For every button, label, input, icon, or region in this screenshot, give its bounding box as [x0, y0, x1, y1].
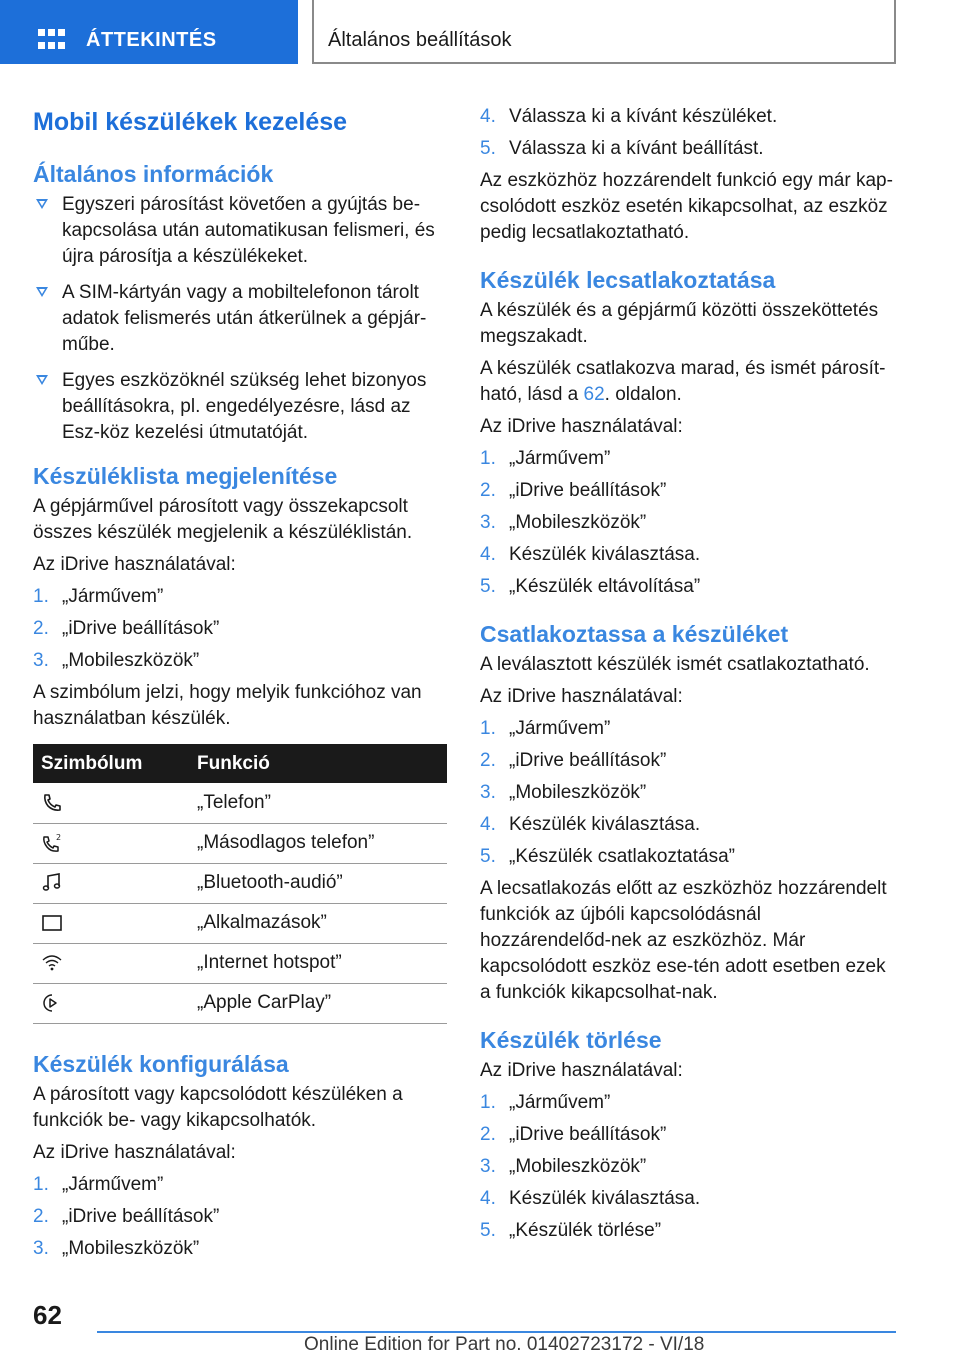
footer-divider: [97, 1331, 896, 1333]
configure-intro: A párosított vagy kapcsolódott készüléken a funkciók be- vagy kikapcsolhatók.: [33, 1083, 403, 1131]
connect-heading: Csatlakoztassa a készüléket: [480, 621, 789, 647]
apps-square-icon: [41, 912, 63, 934]
device-list-steps: [33, 584, 447, 674]
list-item: 5. „Készülék törlése”: [480, 1220, 662, 1241]
list-item: 1. „Járművem”: [480, 1092, 611, 1113]
symbol-explanation: A szimbólum jelzi, hogy melyik funkcióhoz van használatban készülék.: [33, 682, 422, 729]
list-item: 2. „iDrive beállítások”: [480, 1124, 667, 1145]
function-cell: „Internet hotspot”: [185, 943, 447, 983]
connect-steps: [480, 716, 896, 870]
left-column: [33, 96, 447, 1268]
list-item: 3. „Mobileszközök”: [480, 512, 647, 533]
table-row: [33, 943, 447, 983]
list-item: 4. Válassza ki a kívánt készüléket.: [480, 106, 778, 127]
triangle-bullet-icon: [36, 199, 48, 209]
disconnect-steps: [480, 446, 896, 600]
idrive-usage-text: Az iDrive használatával:: [480, 1060, 683, 1081]
configure-steps-continued: [480, 104, 896, 162]
list-item: 5. „Készülék eltávolítása”: [480, 576, 701, 597]
list-item: 1. „Járművem”: [33, 586, 164, 607]
triangle-bullet-icon: [36, 287, 48, 297]
device-list-heading: Készüléklista megjelenítése: [33, 463, 338, 489]
delete-steps: [480, 1090, 896, 1244]
column-header-function: Funkció: [185, 744, 447, 783]
function-cell: „Másodlagos telefon”: [185, 823, 447, 863]
general-info-heading: Általános információk: [33, 161, 274, 187]
secondary-phone-icon: [41, 832, 63, 854]
list-item: 1. „Járművem”: [480, 448, 611, 469]
list-item: 2. „iDrive beállítások”: [480, 750, 667, 771]
function-cell: „Apple CarPlay”: [185, 983, 447, 1023]
music-note-icon: [41, 872, 63, 894]
list-item: 2. „iDrive beállítások”: [33, 618, 220, 639]
function-cell: „Telefon”: [185, 783, 447, 823]
column-header-symbol: Szimbólum: [33, 744, 185, 783]
list-item: 3. „Mobileszközök”: [33, 1237, 200, 1259]
connect-note: A lecsatlakozás előtt az eszközhöz hozzárendelt funkciók az újbóli kapcsolódásnál hozzárendelőd-nek az eszközhöz. Már kapcsolódott eszköz ese-tén adott esetben ezek a funkciók kikapcsolhat-nak.: [480, 878, 887, 1003]
configure-steps: [33, 1172, 447, 1262]
page-title: Mobil készülékek kezelése: [33, 108, 348, 136]
list-item: 4. Készülék kiválasztása.: [480, 1188, 701, 1209]
carplay-icon: [41, 992, 63, 1014]
list-item: 1. „Járművem”: [33, 1173, 164, 1195]
list-item: 3. „Mobileszközök”: [33, 650, 200, 671]
disconnect-p1: A készülék és a gépjármű közötti összeköttetés megszakadt.: [480, 300, 879, 347]
configure-heading: Készülék konfigurálása: [33, 1050, 289, 1077]
idrive-usage-text: Az iDrive használatával:: [480, 416, 683, 437]
list-item: 4. Készülék kiválasztása.: [480, 814, 701, 835]
idrive-usage-text: Az iDrive használatával:: [480, 686, 683, 707]
list-item: Egyszeri párosítást követően a gyújtás be-kapcsolása után automatikusan felismeri, és újra párosítja a készülékeket.: [33, 192, 447, 270]
disconnect-heading: Készülék lecsatlakoztatása: [480, 267, 776, 293]
table-row: [33, 903, 447, 943]
wifi-icon: [41, 952, 63, 974]
list-item: A SIM-kártyán vagy a mobiltelefonon tárolt adatok felismerés után átkerülnek a gépjár-műbe.: [33, 280, 447, 358]
right-column: [480, 104, 896, 1250]
configure-note: Az eszközhöz hozzárendelt funkció egy már kap-csolódott eszköz esetén kikapcsolhat, az eszköz pedig lecsatlakoztatható.: [480, 170, 893, 243]
page-number: 62: [33, 1300, 62, 1330]
list-item: Egyes eszközöknél szükség lehet bizonyos beállításokra, pl. engedélyezésre, lásd az Esz-köz kezelési útmutatóját.: [33, 368, 447, 446]
overview-tab[interactable]: [0, 0, 298, 64]
delete-heading: Készülék törlése: [480, 1027, 662, 1053]
connect-p1: A leválasztott készülék ismét csatlakoztatható.: [480, 654, 870, 675]
table-row: [33, 783, 447, 823]
list-item: 5. „Készülék csatlakoztatása”: [480, 846, 735, 867]
function-cell: „Bluetooth-audió”: [185, 863, 447, 903]
list-item: 2. „iDrive beállítások”: [480, 480, 667, 501]
grid-menu-icon: [38, 29, 66, 51]
device-list-intro: A gépjárművel párosított vagy összekapcsolt összes készülék megjelenik a készüléklistán.: [33, 496, 413, 543]
table-row: [33, 823, 447, 863]
list-item: 4. Készülék kiválasztása.: [480, 544, 701, 565]
overview-label: ÁTTEKINTÉS: [86, 29, 217, 51]
list-item: 2. „iDrive beállítások”: [33, 1205, 220, 1227]
list-item: 3. „Mobileszközök”: [480, 782, 647, 803]
phone-icon: [41, 792, 63, 814]
table-header-row: [33, 744, 447, 783]
idrive-usage-text: Az iDrive használatával:: [33, 1141, 236, 1163]
list-item: 5. Válassza ki a kívánt beállítást.: [480, 138, 764, 159]
idrive-usage-text: Az iDrive használatával:: [33, 554, 236, 575]
edition-text: Online Edition for Part no. 01402723172 - VI/18: [304, 1334, 705, 1355]
svg-text:2: 2: [56, 832, 62, 842]
page-reference-link[interactable]: 62: [583, 384, 605, 405]
symbol-table: [33, 744, 447, 1024]
table-row: [33, 863, 447, 903]
disconnect-p2: A készülék csatlakozva marad, és ismét párosít-ható, lásd a 62. oldalon.: [480, 358, 886, 405]
list-item: 1. „Járművem”: [480, 718, 611, 739]
function-cell: „Alkalmazások”: [185, 903, 447, 943]
list-item: 3. „Mobileszközök”: [480, 1156, 647, 1177]
table-row: [33, 983, 447, 1023]
chapter-header[interactable]: [312, 0, 896, 64]
triangle-bullet-icon: [36, 375, 48, 385]
general-info-list: [33, 192, 447, 446]
chapter-title: Általános beállítások: [328, 29, 512, 51]
